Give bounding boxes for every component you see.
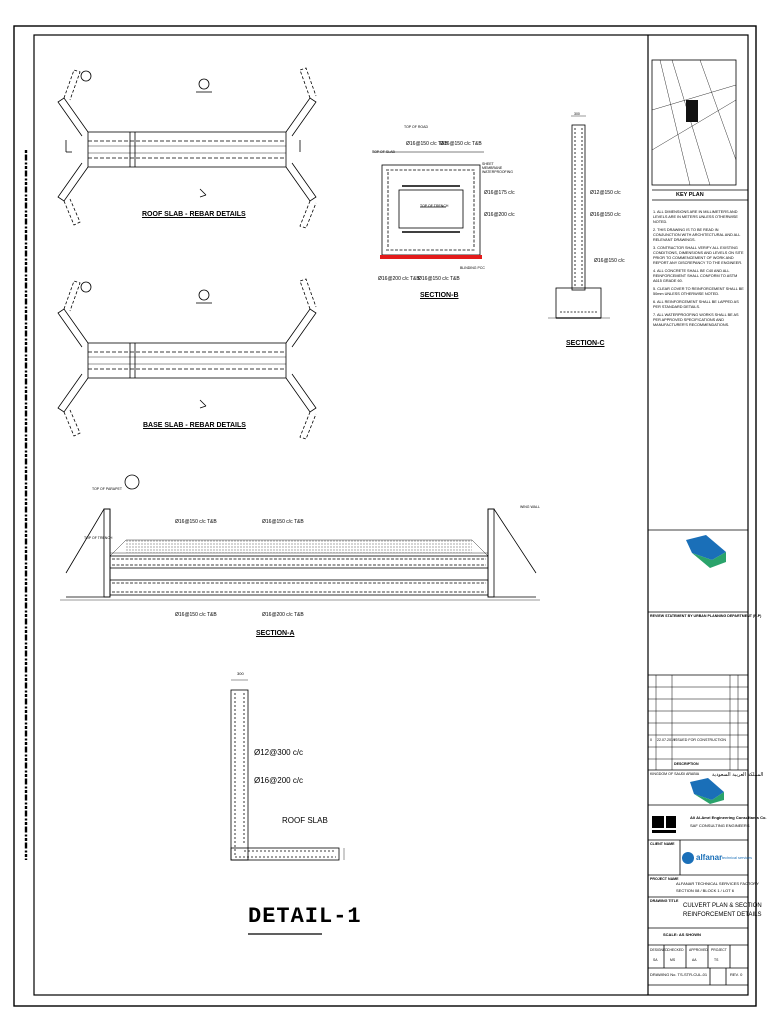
base-slab-plan <box>58 279 316 439</box>
section-c-bar-1: Ø12@150 c/c <box>590 190 621 196</box>
section-b-bottom-bar-1: Ø16@200 c/c T&B <box>378 276 420 282</box>
detail-1-bar-2: Ø16@200 c/c <box>254 776 304 785</box>
rev-row-number: 0 <box>650 738 652 742</box>
detail-1-dim-top: 300 <box>237 671 244 676</box>
note-item: 4. ALL CONCRETE SHALL BE C40 AND ALL REINFORCEMENT SHALL CONFORM TO ASTM A615 GRADE 60. <box>653 269 738 283</box>
title-block-lines <box>648 60 748 985</box>
section-b-side-bar-2: Ø16@200 c/c <box>484 212 515 218</box>
sheet-label-project: PROJECT <box>711 948 727 952</box>
section-a-top-left-bar: Ø16@150 c/c T&B <box>175 519 217 525</box>
section-b-top-of-slab: TOP OF SLAB <box>372 150 395 154</box>
note-item: 1. ALL DIMENSIONS ARE IN MILLIMETERS AND LEVELS ARE IN METERS UNLESS OTHERWISE NOTED. <box>653 210 738 224</box>
scale-label: SCALE: AS SHOWN <box>663 932 701 937</box>
project-label: PROJECT NAME <box>650 877 679 881</box>
section-b-membrane: SHEET MEMBRANE WATERPROOFING <box>482 162 513 174</box>
sheet-label-approved: APPROVED <box>689 948 708 952</box>
client-label: CLIENT NAME <box>650 842 675 846</box>
section-b-top-bar-1: Ø16@150 c/c T&B <box>406 141 448 147</box>
section-a-wing-wall: WING WALL <box>520 505 540 509</box>
section-a-bottom-right-bar: Ø16@200 c/c T&B <box>262 612 304 618</box>
section-c-bar-3: Ø16@150 c/c <box>594 258 625 264</box>
rev-row-description: ISSUED FOR CONSTRUCTION <box>674 738 726 742</box>
kingdom-arabic: المملكة العربية السعودية <box>712 772 764 778</box>
drawing-title-line-2: REINFORCEMENT DETAILS <box>683 912 762 918</box>
section-a-top-of-trench: TOP OF TRENCH <box>84 536 113 540</box>
sheet-outer-border <box>14 26 756 1006</box>
kingdom-english: KINGDOM OF SAUDI ARABIA <box>650 772 700 776</box>
note-item: 7. ALL WATERPROOFING WORKS SHALL BE AS PER APPROVED SPECIFICATIONS AND MANUFACTURER'S RECOMMENDATIONS. <box>653 313 739 327</box>
detail-1-drawing <box>231 680 344 934</box>
rev-header-description: DESCRIPTION <box>674 762 699 766</box>
note-item: 5. CLEAR COVER TO REINFORCEMENT SHALL BE 50mm UNLESS OTHERWISE NOTED. <box>653 287 744 296</box>
revision-number: REV. 0 <box>730 972 743 977</box>
section-c-dim-top: 300 <box>574 112 580 116</box>
detail-1-roof-slab-label: ROOF SLAB <box>282 816 328 825</box>
key-plan-label: KEY PLAN <box>676 192 704 198</box>
sheet-value-approved: AA <box>692 958 697 962</box>
sheet-label-designed: DESIGNED <box>650 948 668 952</box>
section-a-top-right-bar: Ø16@150 c/c T&B <box>262 519 304 525</box>
roof-slab-plan <box>58 68 316 228</box>
sheet-value-checked: MS <box>670 958 676 962</box>
detail-1-title: DETAIL-1 <box>248 904 362 929</box>
consultant-subtitle: SAF CONSULTING ENGINEERS <box>690 823 750 828</box>
general-notes <box>653 210 745 331</box>
revision-table <box>648 675 748 770</box>
note-item: 2. THIS DRAWING IS TO BE READ IN CONJUNCTION WITH ARCHITECTURAL AND ALL RELEVANT DRAWINGS. <box>653 228 741 242</box>
section-b-top-of-trench: TOP OF TRENCH <box>420 204 449 208</box>
consultant-logo-graphic <box>652 816 676 833</box>
section-a-drawing <box>60 475 540 600</box>
client-logo-circle <box>682 852 694 864</box>
section-c-title: SECTION-C <box>566 340 605 347</box>
section-b-side-bar-1: Ø16@175 c/c <box>484 190 515 196</box>
detail-1-bar-1: Ø12@300 c/c <box>254 748 304 757</box>
section-a-top-of-parapet: TOP OF PARAPET <box>92 487 122 491</box>
section-b-bottom-bar-2: Ø16@150 c/c T&B <box>418 276 460 282</box>
section-b-blinding: BLINDING PCC <box>460 266 485 270</box>
membrane-red-line <box>380 255 482 259</box>
section-a-title: SECTION-A <box>256 630 295 637</box>
sheet-label-checked: CHECKED <box>667 948 684 952</box>
review-statement: REVIEW STATEMENT BY URBAN PLANNING DEPARTMENT (R.P) <box>650 614 762 618</box>
note-item: 6. ALL REINFORCEMENT SHALL BE LAPPED AS PER STANDARD DETAILS. <box>653 300 739 309</box>
rev-row-date: 22.07.2019 <box>657 738 675 742</box>
note-item: 3. CONTRACTOR SHALL VERIFY ALL EXISTING CONDITIONS, DIMENSIONS AND LEVELS ON SITE PRIOR TO COMMENCEMENT OF WORK AND REPORT ANY DISCREPANCY TO THE ENGINEER. <box>653 246 744 265</box>
section-b-title: SECTION-B <box>420 292 459 299</box>
base-slab-title: BASE SLAB - REBAR DETAILS <box>143 422 246 429</box>
drawing-title-label: DRAWING TITLE <box>650 899 679 903</box>
client-subtitle: technical services <box>722 856 752 860</box>
sheet-value-designed: SA <box>653 958 658 962</box>
drawing-title-line-1: CULVERT PLAN & SECTION <box>683 903 762 909</box>
roof-slab-title: ROOF SLAB - REBAR DETAILS <box>142 211 246 218</box>
sheet-value-project: TS <box>714 958 719 962</box>
section-a-fill <box>126 540 472 553</box>
sheet-inner-border <box>34 35 748 995</box>
section-a-bottom-left-bar: Ø16@150 c/c T&B <box>175 612 217 618</box>
section-c-bar-2: Ø16@150 c/c <box>590 212 621 218</box>
project-line-2: SECTION 08 / BLOCK 1 / LOT 6 <box>676 888 734 893</box>
drawing-number: DRAWING No. TS-STR-CUL-01 <box>650 972 708 977</box>
consultant-name: Ali Al-Amri Engineering Consultants Co. <box>690 815 767 820</box>
section-b-top-of-road: TOP OF ROAD <box>404 125 428 129</box>
section-b-top-bar-2: Ø16@150 c/c T&B <box>440 141 482 147</box>
client-name: alfanar <box>696 853 723 862</box>
project-line-1: ALFANAR TECHNICAL SERVICES FACTORY <box>676 881 759 886</box>
key-plan-map <box>652 60 736 185</box>
